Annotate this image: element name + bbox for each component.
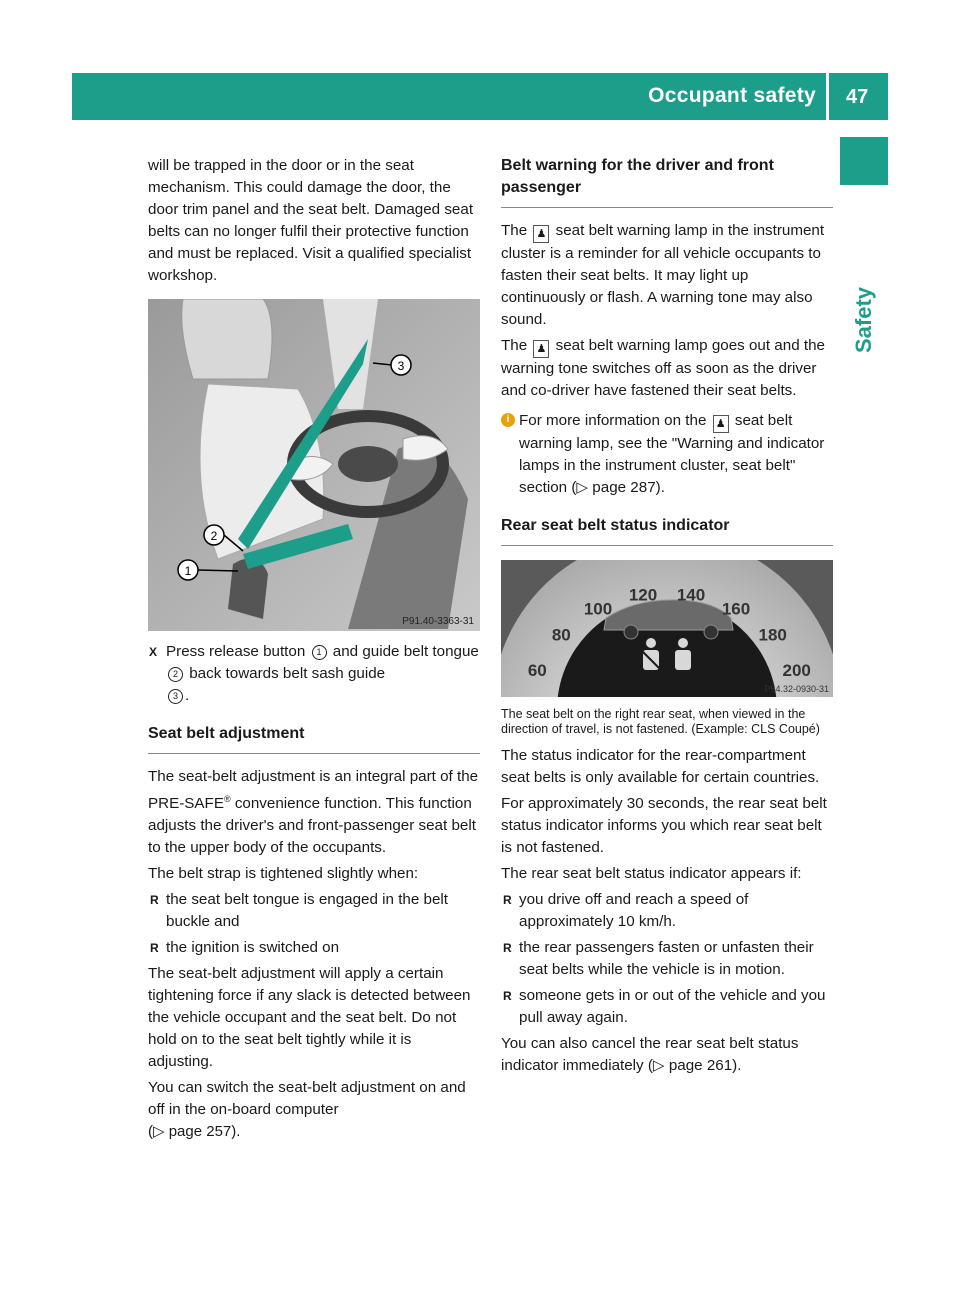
callout-3: 3 (168, 689, 183, 704)
instrument-cluster-illustration (501, 560, 833, 697)
list-item: R the seat belt tongue is engaged in the belt buckle and (148, 889, 480, 933)
header-title: Occupant safety (648, 84, 816, 107)
svg-text:1: 1 (184, 564, 192, 578)
heading-belt-warning: Belt warning for the driver and front passenger (501, 155, 833, 208)
speed-label: 60 (527, 660, 547, 680)
instruction-step: X Press release button 1 and guide belt tongue 2 back towards belt sash guide 3 . (148, 641, 480, 707)
list-item: R you drive off and reach a speed of approximately 10 km/h. (501, 889, 833, 933)
page-ref-257[interactable]: (▷ page 257). (148, 1123, 241, 1141)
figure2-code: P54.32-0930-31 (764, 684, 829, 694)
warning-paragraph-2: The ♟ seat belt warning lamp goes out and the warning tone switches off as soon as the driver and co-driver have fastened their seat belts. (501, 337, 825, 399)
intro-paragraph: will be trapped in the door or in the seat mechanism. This could damage the door, the door trim panel and the seat belt. Damaged seat belts can no longer fulfil their protective function and must be replaced. Visit a qualified specialist workshop. (148, 157, 474, 284)
section-tab (840, 137, 888, 185)
svg-text:2: 2 (210, 529, 218, 543)
seat-belt-illustration (148, 299, 480, 631)
heading-seat-belt-adjustment: Seat belt adjustment (148, 723, 480, 754)
callout-1: 1 (312, 645, 327, 660)
heading-rear-seat-belt: Rear seat belt status indicator (501, 515, 833, 546)
section-label: Safety (851, 286, 876, 354)
list-item: R the rear passengers fasten or unfasten their seat belts while the vehicle is in motion. (501, 937, 833, 981)
tightening-force-paragraph: The seat-belt adjustment will apply a certain tightening force if any slack is detected between the vehicle occupant and the seat belt. Do not hold on to the seat belt tightly while it is adjusting. (148, 965, 471, 1071)
info-note: i For more information on the ♟ seat belt warning lamp, see the "Warning and indicator lamps in the instrument cluster, seat belt" section (▷ page 287). (501, 410, 833, 499)
figure-caption: The seat belt on the right rear seat, when viewed in the direction of travel, is not fastened. (Example: CLS Coupé) (501, 707, 820, 736)
on-board-computer-paragraph: You can switch the seat-belt adjustment on and off in the on-board computer (▷ page 257). (148, 1079, 466, 1141)
adjustment-paragraph: The seat-belt adjustment is an integral part of the PRE-SAFE® convenience function. This function adjusts the driver's and front-passenger seat belt to the upper body of the occupants. (148, 768, 479, 857)
warning-paragraph-1: The ♟ seat belt warning lamp in the instrument cluster is a reminder for all vehicle occupants to fasten their seat belts. It may light up continuously or flash. A warning tone may also sound. (501, 222, 825, 328)
list-item: R someone gets in or out of the vehicle and you pull away again. (501, 985, 833, 1029)
page-number: 47 (846, 86, 869, 108)
left-column (148, 155, 480, 1147)
speed-label: 100 (583, 599, 613, 619)
header-divider (826, 73, 829, 120)
speed-label: 140 (676, 585, 706, 605)
seatbelt-warning-icon: ♟ (533, 225, 549, 243)
tightened-when: The belt strap is tightened slightly when: (148, 865, 419, 883)
status-paragraph: The status indicator for the rear-compartment seat belts is only available for certain countries. (501, 747, 820, 786)
info-icon: i (501, 413, 515, 427)
svg-text:3: 3 (397, 359, 405, 373)
speed-label: 120 (628, 585, 658, 605)
cancel-paragraph: You can also cancel the rear seat belt status indicator immediately (▷ page 261). (501, 1035, 799, 1074)
list-item: R the ignition is switched on (148, 937, 480, 959)
duration-paragraph: For approximately 30 seconds, the rear seat belt status indicator informs you which rear seat belt is not fastened. (501, 795, 827, 856)
callout-2: 2 (168, 667, 183, 682)
seatbelt-warning-icon: ♟ (713, 415, 729, 433)
speed-label: 80 (551, 625, 571, 645)
speed-label: 180 (758, 625, 787, 645)
right-column (501, 155, 833, 1081)
speed-label: 200 (782, 660, 811, 680)
figure1-code: P91.40-3363-31 (402, 616, 474, 627)
seatbelt-warning-icon: ♟ (533, 340, 549, 358)
speed-label: 160 (721, 599, 751, 619)
appears-if-paragraph: The rear seat belt status indicator appears if: (501, 865, 802, 882)
